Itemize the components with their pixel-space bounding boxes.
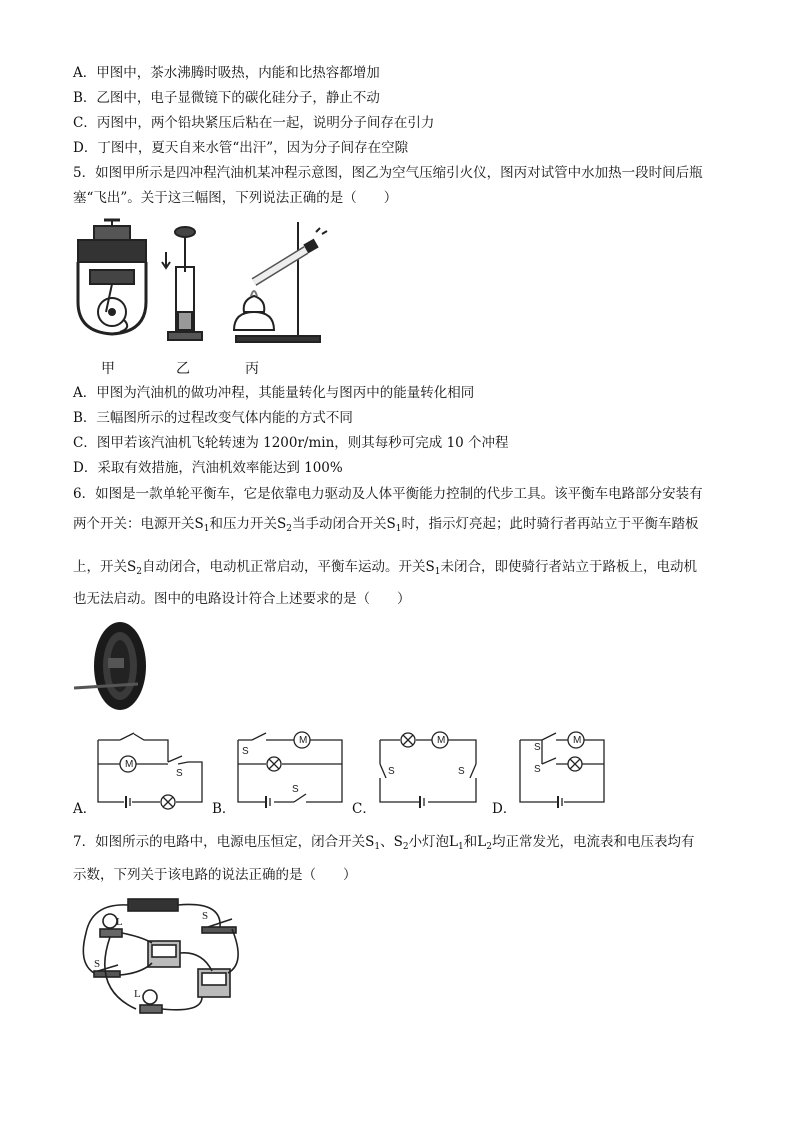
q7-stem-line2: 示数，下列关于该电路的说法正确的是（ ） [73, 867, 357, 883]
q7-stem-line1: 7．如图所示的电路中，电源电压恒定，闭合开关$S_1$、$S_2$小灯泡$L_1$和$L_2$均正常发光，电流表和电压表均有 [73, 834, 695, 852]
unicycle-image [72, 618, 152, 714]
svg-text:L: L [134, 988, 141, 1000]
q5-option-d: D．采取有效措施，汽油机效率能达到 100% [73, 460, 343, 476]
q5-caption-bing: 丙 [245, 361, 259, 377]
circuit-option-a [90, 728, 220, 810]
q6-choice-a: A． [73, 801, 97, 817]
svg-text:S: S [94, 958, 101, 970]
q5-option-c: C．图甲若该汽油机飞轮转速为 1200r/min，则其每秒可完成 10 个冲程 [73, 435, 509, 451]
engine-diagram [78, 220, 146, 334]
q5-figure [66, 212, 338, 352]
q5-option-b: B．三幅图所示的过程改变气体内能的方式不同 [73, 410, 353, 426]
q4-option-b: B．乙图中，电子显微镜下的碳化硅分子，静止不动 [73, 90, 380, 106]
q6-stem-line1: 6．如图是一款单轮平衡车，它是依靠电力驱动及人体平衡能力控制的代步工具。该平衡车电路部分安装有 [73, 486, 703, 502]
svg-text:S: S [388, 766, 395, 777]
q4-option-a: A．甲图中，茶水沸腾时吸热，内能和比热容都增加 [73, 65, 380, 81]
fire-syringe-diagram [162, 227, 202, 340]
svg-text:S: S [292, 784, 299, 795]
circuit-option-d [512, 728, 612, 810]
q5-caption-yi: 乙 [176, 361, 190, 377]
q6-choice-d: D． [492, 801, 517, 817]
circuit-option-b [230, 728, 355, 810]
q6-choice-b: B． [212, 801, 236, 817]
svg-text:M: M [125, 759, 134, 770]
svg-text:M: M [437, 735, 446, 746]
q6-stem-line2: 两个开关：电源开关$S_1$和压力开关$S_2$当手动闭合开关$S_1$时，指示灯亮起；此时骑行者再站立于平衡车踏板 [73, 516, 699, 534]
q6-stem-line4: 也无法启动。图中的电路设计符合上述要求的是（ ） [73, 591, 411, 607]
svg-text:M: M [299, 735, 308, 746]
q4-option-d: D．丁图中，夏天自来水管“出汗”，因为分子间存在空隙 [73, 140, 409, 156]
svg-text:S: S [534, 764, 541, 775]
svg-text:M: M [573, 735, 582, 746]
q4-option-c: C．丙图中，两个铅块紧压后粘在一起，说明分子间存在引力 [73, 115, 435, 131]
circuit-option-c [372, 728, 484, 810]
svg-text:S: S [458, 766, 465, 777]
q7-circuit-figure [72, 893, 248, 1027]
q6-choice-c: C． [352, 801, 376, 817]
q6-stem-line3: 上，开关$S_2$自动闭合，电动机正常启动，平衡车运动。开关$S_1$未闭合，即使骑行者站立于路板上，电动机 [73, 559, 697, 577]
q5-stem-line1: 5．如图甲所示是四冲程汽油机某冲程示意图，图乙为空气压缩引火仪，图丙对试管中水加热一段时间后瓶 [73, 165, 703, 181]
svg-text:S: S [242, 746, 249, 757]
q5-stem-line2: 塞“飞出”。关于这三幅图，下列说法正确的是（ ） [73, 190, 398, 206]
svg-text:L: L [116, 916, 123, 928]
svg-text:S: S [202, 910, 209, 922]
q5-option-a: A．甲图为汽油机的做功冲程，其能量转化与图丙中的能量转化相同 [73, 385, 475, 401]
svg-text:S: S [176, 768, 183, 779]
test-tube-heating-diagram [234, 222, 327, 342]
q5-caption-jia: 甲 [101, 361, 115, 377]
svg-text:S: S [534, 742, 541, 753]
